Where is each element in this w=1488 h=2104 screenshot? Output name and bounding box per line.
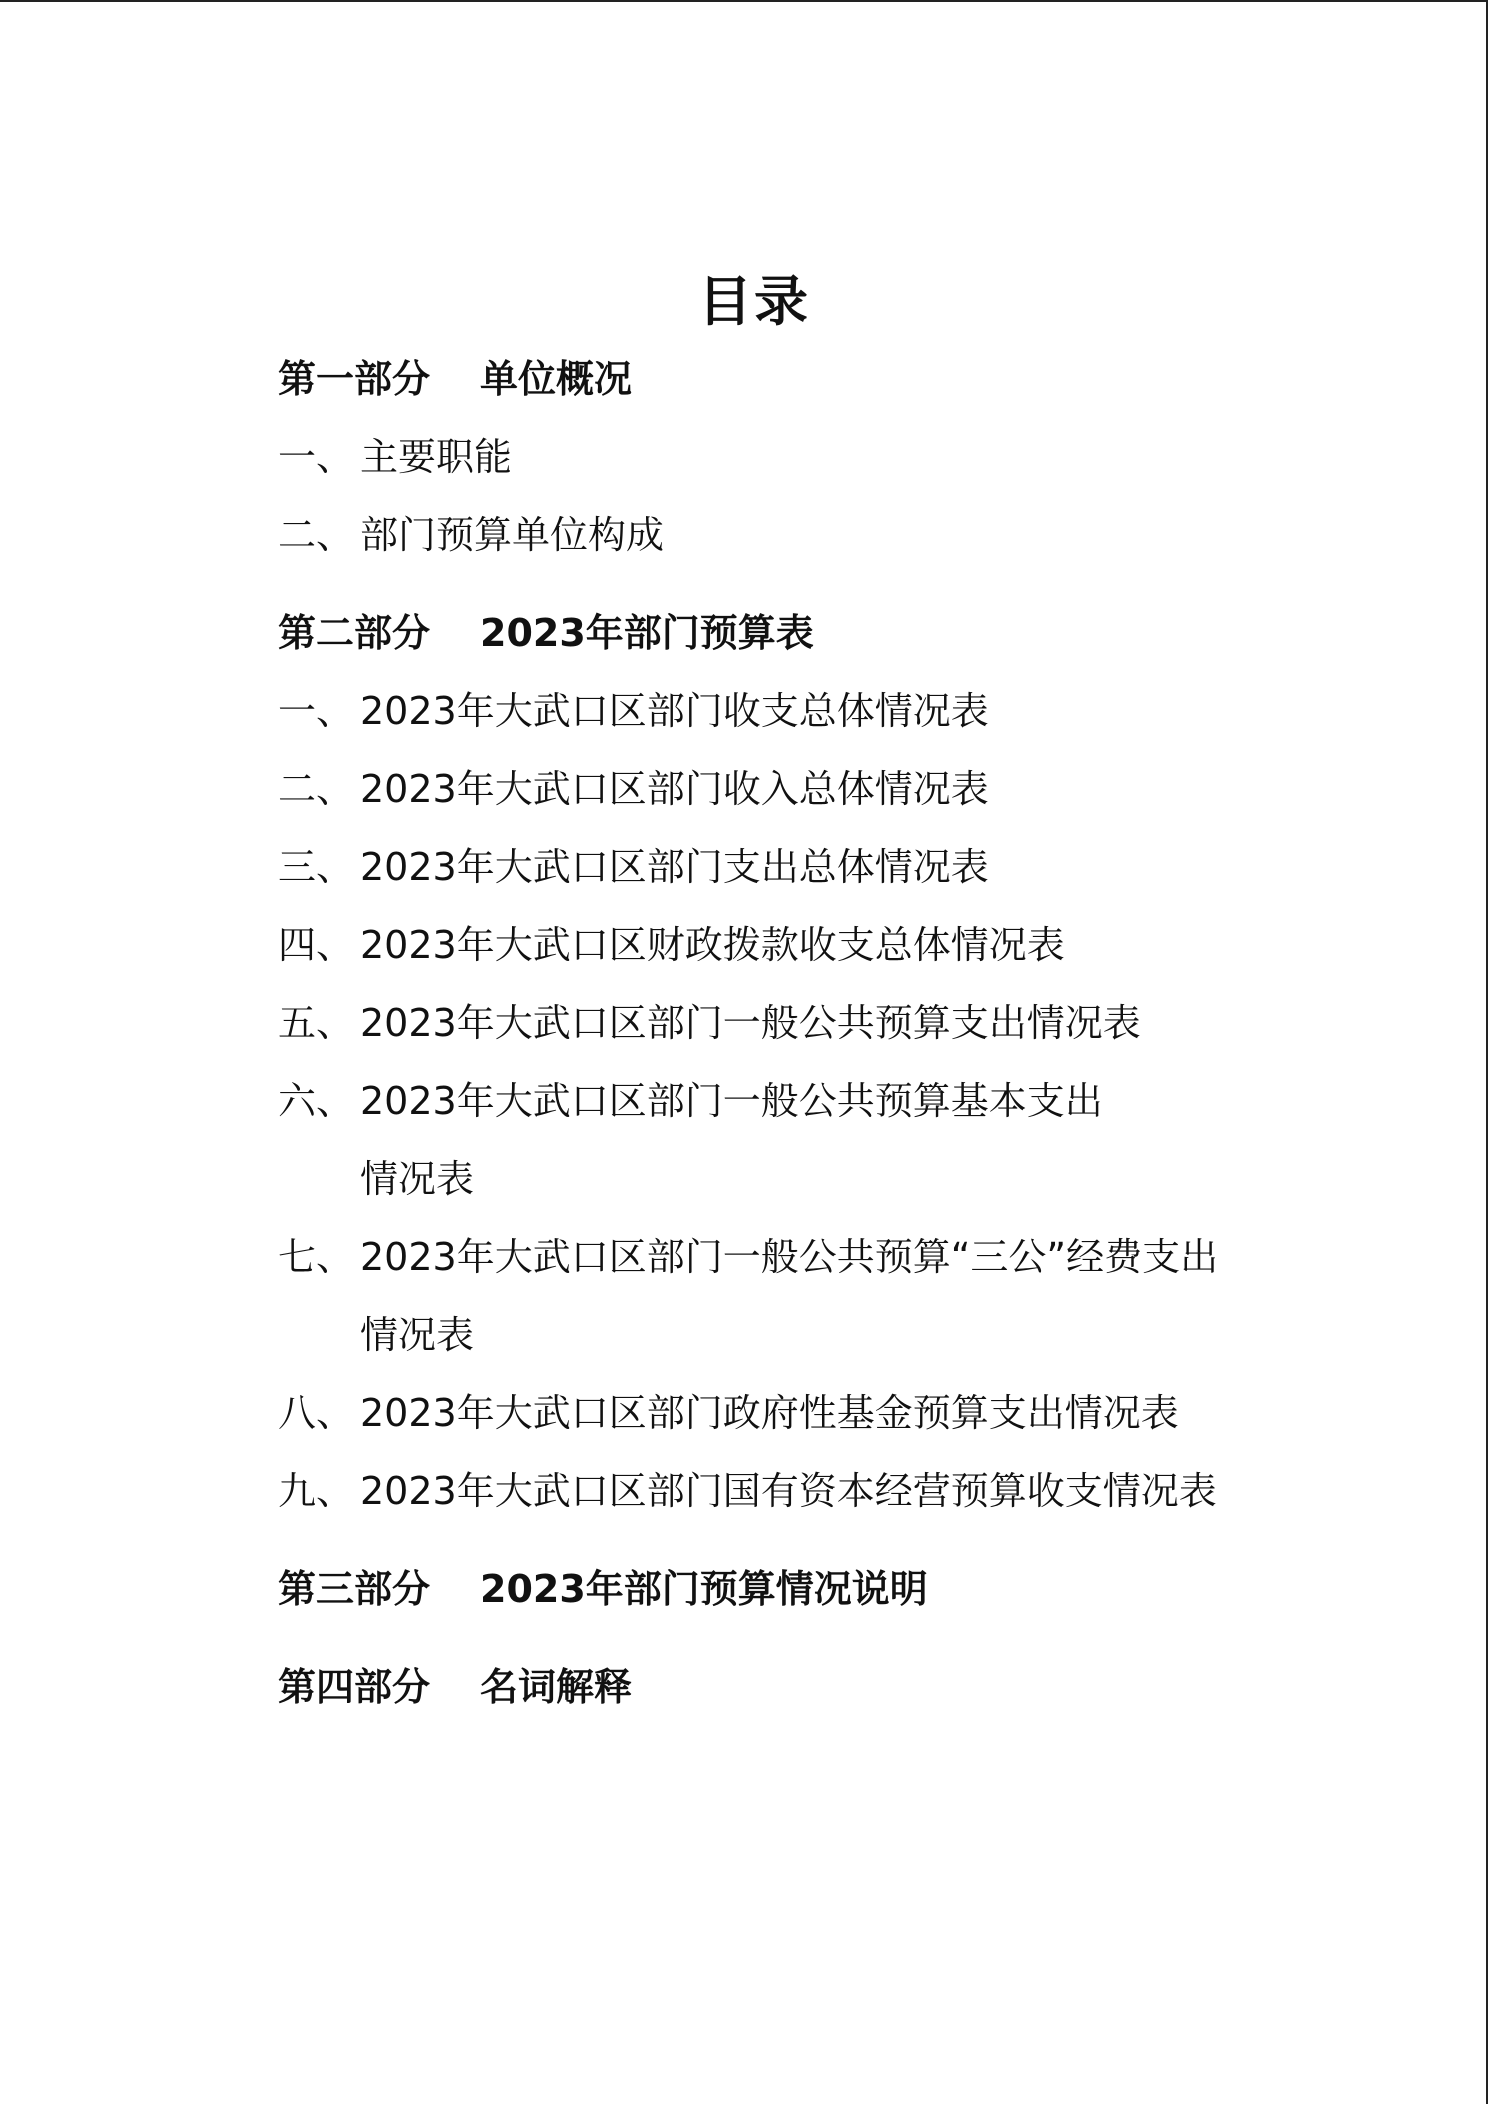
toc-item[interactable] (278, 1232, 1218, 1282)
toc-item[interactable] (278, 510, 664, 560)
toc-item-continuation[interactable]: 情况表 (360, 1157, 475, 1201)
toc-item-number: 一、 (278, 435, 355, 479)
toc-part-4[interactable] (278, 1662, 632, 1712)
toc-part-title: 名词解释 (480, 1665, 633, 1709)
page-border-top (0, 0, 1488, 2)
toc-item-text: 2023年大武口区部门一般公共预算基本支出 (360, 1079, 1103, 1123)
toc-item-number: 二、 (278, 513, 355, 557)
toc-item-number: 五、 (278, 1001, 355, 1045)
toc-item[interactable] (278, 1466, 1217, 1516)
toc-item-text: 2023年大武口区财政拨款收支总体情况表 (360, 923, 1065, 967)
toc-part-title: 2023年部门预算表 (480, 611, 814, 655)
toc-part-label: 第四部分 (278, 1665, 431, 1709)
toc-item[interactable] (278, 1388, 1179, 1438)
toc-part-label: 第三部分 (278, 1567, 431, 1611)
toc-item-text: 2023年大武口区部门收支总体情况表 (360, 689, 989, 733)
toc-part-title: 2023年部门预算情况说明 (480, 1567, 928, 1611)
toc-item[interactable] (278, 842, 989, 892)
toc-item-number: 八、 (278, 1391, 355, 1435)
toc-item-number: 七、 (278, 1235, 355, 1279)
toc-part-label: 第一部分 (278, 357, 431, 401)
toc-item-text: 主要职能 (360, 435, 513, 479)
toc-title: 目录 (698, 270, 810, 333)
toc-item-number: 四、 (278, 923, 355, 967)
toc-item-text: 2023年大武口区部门国有资本经营预算收支情况表 (360, 1469, 1217, 1513)
toc-item[interactable] (278, 432, 512, 482)
toc-item-number: 三、 (278, 845, 355, 889)
toc-part-1[interactable] (278, 354, 632, 404)
toc-part-title: 单位概况 (480, 357, 633, 401)
toc-part-2[interactable] (278, 608, 814, 658)
toc-item[interactable] (278, 1076, 1103, 1126)
toc-item-text: 2023年大武口区部门一般公共预算“三公”经费支出 (360, 1235, 1219, 1279)
toc-item[interactable] (278, 998, 1141, 1048)
toc-item[interactable] (278, 920, 1065, 970)
toc-item-continuation[interactable]: 情况表 (360, 1313, 475, 1357)
toc-item-text: 2023年大武口区部门支出总体情况表 (360, 845, 989, 889)
toc-item-number: 二、 (278, 767, 355, 811)
toc-item-text: 2023年大武口区部门政府性基金预算支出情况表 (360, 1391, 1179, 1435)
toc-item-number: 九、 (278, 1469, 355, 1513)
toc-item-text: 部门预算单位构成 (360, 513, 665, 557)
toc-item-number: 六、 (278, 1079, 355, 1123)
toc-item-text: 2023年大武口区部门收入总体情况表 (360, 767, 989, 811)
toc-item[interactable] (278, 764, 989, 814)
toc-item-text: 2023年大武口区部门一般公共预算支出情况表 (360, 1001, 1141, 1045)
toc-part-3[interactable] (278, 1564, 928, 1614)
toc-part-label: 第二部分 (278, 611, 431, 655)
toc-item-number: 一、 (278, 689, 355, 733)
toc-item[interactable] (278, 686, 989, 736)
